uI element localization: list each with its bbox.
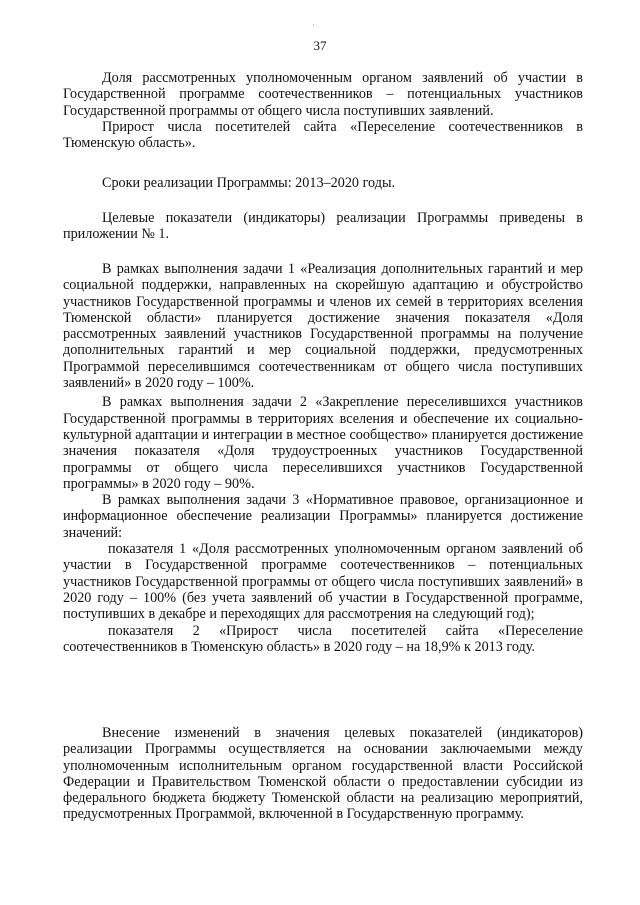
paragraph: Доля рассмотренных уполномоченным органом заявлений об участии в Государственной программе соотечественников – потенциальных участников Государственной программы от общего числа поступивших заявлений. bbox=[63, 70, 583, 119]
tasks-section bbox=[63, 261, 583, 655]
page-number: 37 bbox=[313, 38, 327, 53]
paragraph: В рамках выполнения задачи 1 «Реализация дополнительных гарантий и мер социальной поддержки, направленных на скорейшую адаптацию и обустройство участников Государственной программы и членов их семей в территориях вселения Тюменской области» планируется достижение значения показателя «Доля рассмотренных заявлений участников Государственной программы на получение дополнительных гарантий и мер социальной поддержки, предусмотренных Программой переселившимся соотечественникам от общего числа поступивших заявлений» в 2020 году – 100%. bbox=[63, 261, 583, 392]
intro-section bbox=[63, 70, 583, 151]
paragraph: Сроки реализации Программы: 2013–2020 годы. bbox=[102, 175, 396, 191]
indicators-section bbox=[63, 210, 583, 243]
paragraph: В рамках выполнения задачи 3 «Нормативное правовое, организационное и информационное обеспечение реализации Программы» планируется достижение значений: bbox=[63, 492, 583, 541]
scan-mark: · bbox=[312, 20, 315, 30]
paragraph: показателя 2 «Прирост числа посетителей сайта «Переселение соотечественников в Тюменскую область» в 2020 году – на 18,9% к 2013 году. bbox=[63, 622, 583, 655]
closing-section bbox=[63, 725, 583, 823]
paragraph: В рамках выполнения задачи 2 «Закрепление переселившихся участников Государственной программы в территориях вселения и обеспечение их социально-культурной адаптации и интеграции в местное сообщество» планируется достижение значения показателя «Доля трудоустроенных участников Государственной программы от общего числа переселившихся участников Государственной программы» в 2020 году – 90%. bbox=[63, 394, 583, 492]
paragraph: показателя 1 «Доля рассмотренных уполномоченным органом заявлений об участии в Государственной программе соотечественников – потенциальных участников Государственной программы от общего числа поступивших заявлений» в 2020 году – 100% (без учета заявлений об участии в Государственной программе, поступивших в декабре и переходящих для рассмотрения на следующий год); bbox=[63, 541, 583, 623]
timeline-section bbox=[63, 175, 583, 191]
paragraph: Прирост числа посетителей сайта «Переселение соотечественников в Тюменскую область». bbox=[63, 118, 583, 152]
paragraph: Целевые показатели (индикаторы) реализации Программы приведены в приложении № 1. bbox=[63, 210, 583, 243]
paragraph: Внесение изменений в значения целевых показателей (индикаторов) реализации Программы осуществляется на основании заключаемыми между уполномоченным исполнительным органом государственной власти Российской Федерации и Правительством Тюменской области о предоставлении субсидии из федерального бюджета бюджету Тюменской области на реализацию мероприятий, предусмотренных Программой, включенной в Государственную программу. bbox=[63, 725, 583, 823]
